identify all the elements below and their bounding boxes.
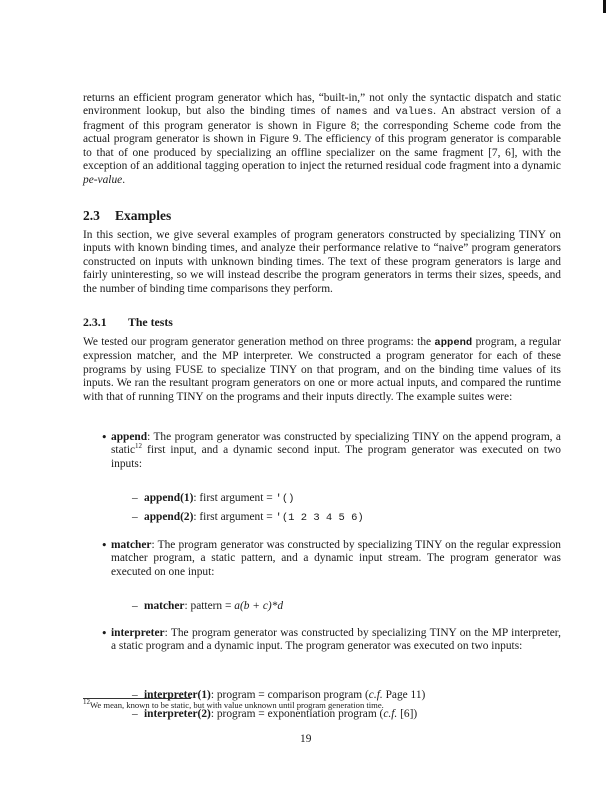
dash-icon: – — [132, 708, 138, 720]
intro-text-2: and — [367, 105, 396, 118]
subitem-value: '(1 2 3 4 5 6) — [275, 512, 364, 524]
bullet-icon: • — [101, 539, 108, 552]
bullet-interpreter-text — [111, 627, 561, 654]
section-heading — [83, 208, 171, 224]
footnote-text: We mean, known to be static, but with value unknown until program generation time. — [90, 700, 384, 710]
intro-text-4: . — [122, 173, 126, 186]
bullet-matcher-label: matcher — [111, 539, 152, 551]
subitem-text: : program = comparison program ( — [210, 689, 369, 701]
code-values: values — [395, 106, 434, 119]
intro-paragraph — [83, 92, 561, 187]
subitem-rest: [6]) — [397, 708, 418, 720]
subitem-cf: c.f. — [383, 708, 398, 720]
footnote — [83, 700, 384, 710]
bullet-append-text — [111, 431, 561, 471]
subitem-text: : pattern = — [184, 600, 235, 612]
subitem-matcher — [132, 600, 552, 613]
bullet-append-label: append — [111, 431, 148, 443]
bullet-append-text-1: : The program generator was constructed by specializing TINY on the append program, a static — [111, 431, 561, 457]
dash-icon: – — [132, 689, 138, 701]
intro-text-1: returns an efficient program generator which has, “built-in,” not only the syntactic dispatch and static environment lookup, but also the binding times of — [83, 92, 561, 118]
subsection-text-2: program, a regular expression matcher, and the MP interpreter. We constructed a program generator for each of these programs by using FUSE to specialize TINY on that program, and on the binding time values of its inputs. We ran the resultant program generators on one or more actual inputs, and compared the runtime with that of running TINY on the programs and their inputs directly. The example suites were: — [83, 336, 561, 403]
subitem-label: matcher — [144, 600, 185, 612]
subitem-value: a(b + c)*d — [234, 600, 284, 612]
subitem-label: interpreter(2) — [144, 708, 211, 720]
footnote-number: 12 — [83, 698, 90, 707]
subitem-label: interpreter(1) — [144, 689, 211, 701]
section-title: Examples — [115, 208, 172, 223]
section-number: 2.3 — [83, 208, 100, 223]
bullet-matcher-text — [111, 539, 561, 579]
subitem-text: : program = exponentiation program ( — [210, 708, 384, 720]
section-paragraph: In this section, we give several examples of program generators constructed by specializing TINY on inputs with known binding times, and analyze their performance relative to “naive” program generators constructed on inputs with unknown binding times. The text of these program generators is large and fairly uninteresting, so we will instead describe the program generators in terms their sizes, speeds, and the number of binding time comparisons they perform. — [83, 229, 561, 295]
code-append: append — [434, 337, 473, 349]
bullet-interpreter-text-1: : The program generator was constructed by specializing TINY on the MP interpreter, a static program and a dynamic input. The program generator was executed on two inputs: — [111, 627, 561, 653]
subitem-interpreter-2 — [132, 708, 552, 721]
footnote-rule — [83, 698, 191, 699]
subitem-append-1 — [132, 492, 552, 506]
subsection-heading — [83, 315, 173, 330]
subitem-rest: Page 11) — [382, 689, 426, 701]
subitem-value: '() — [275, 493, 295, 505]
subitem-label: append(1) — [144, 492, 194, 504]
subitem-label: append(2) — [144, 511, 194, 523]
page-number: 19 — [300, 733, 312, 745]
bullet-icon: • — [101, 627, 108, 640]
subitem-text: : first argument = — [193, 492, 276, 504]
page-corner-mark — [603, 0, 606, 13]
bullet-interpreter-label: interpreter — [111, 627, 165, 639]
italic-pe-value: pe-value — [83, 173, 123, 186]
footnote-ref: 12 — [135, 442, 143, 451]
subsection-number: 2.3.1 — [83, 315, 107, 329]
dash-icon: – — [132, 492, 138, 504]
dash-icon: – — [132, 511, 138, 523]
subsection-text-1: We tested our program generator generation method on three programs: the — [83, 336, 435, 348]
subitem-append-2 — [132, 511, 552, 525]
subitem-text: : first argument = — [193, 511, 276, 523]
bullet-icon: • — [101, 431, 108, 444]
subsection-title: The tests — [128, 315, 173, 329]
code-names: names — [336, 106, 368, 119]
dash-icon: – — [132, 600, 138, 612]
bullet-append-text-2: first input, and a dynamic second input. The program generator was executed on two inputs: — [111, 444, 561, 470]
subsection-paragraph — [83, 336, 561, 404]
intro-text-3: . An abstract version of a fragment of this program generator is shown in Figure 8; the corresponding Scheme code from the actual program generator is shown in Figure 9. The efficiency of this program generator is comparable to that of one produced by specializing an offline specializer on the same fragment [7, 6], with the exception of an additional tagging operation to inject the returned residual code fragment into a dynamic — [83, 105, 561, 173]
subitem-cf: c.f. — [368, 689, 383, 701]
bullet-matcher-text-1: : The program generator was constructed by specializing TINY on the regular expression matcher program, a static pattern, and a dynamic input stream. The program generator was executed on one input: — [111, 539, 561, 578]
